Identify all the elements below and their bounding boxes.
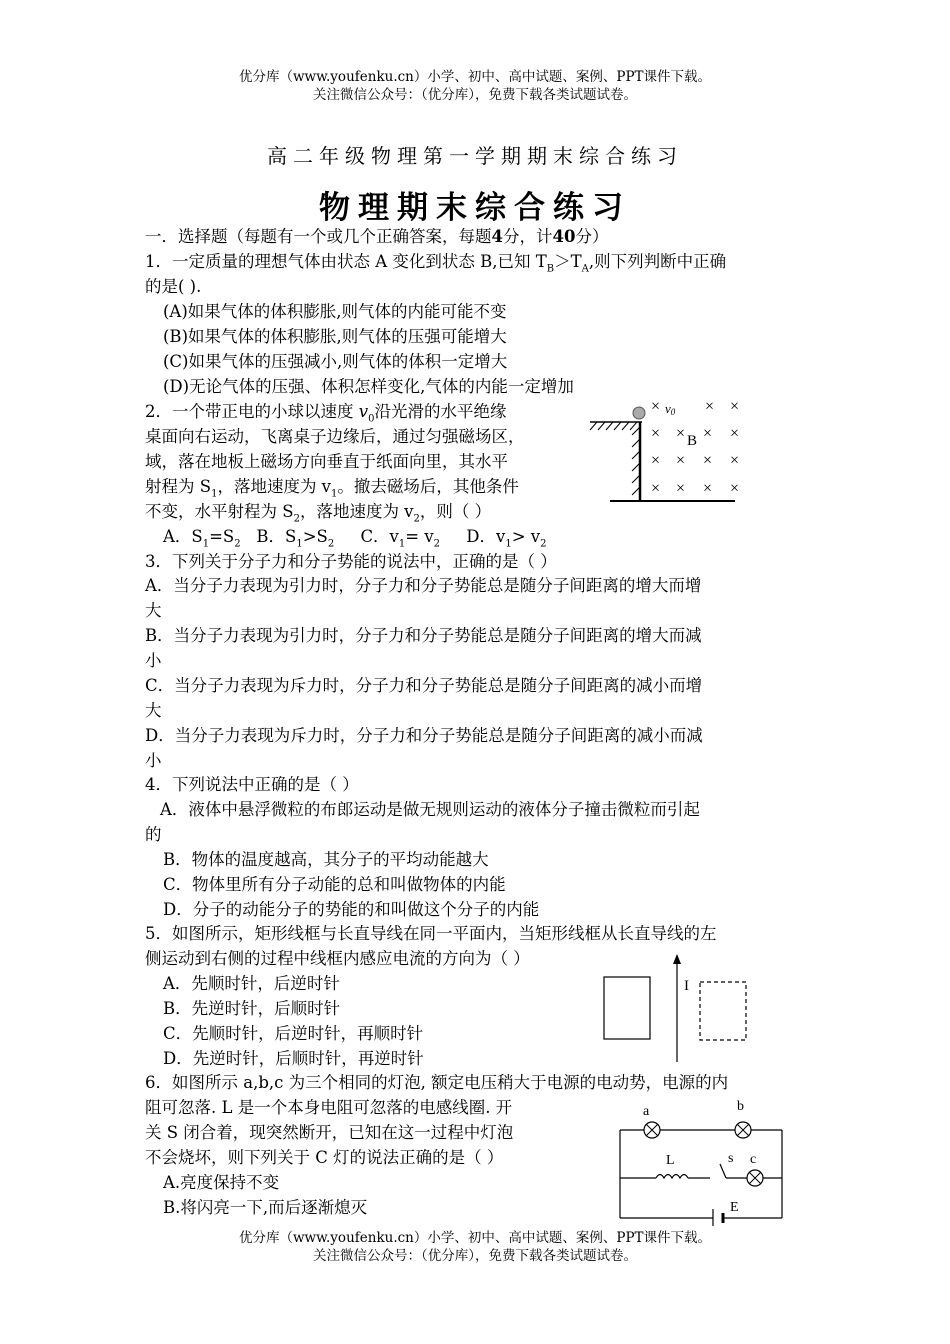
field-cross: × [730, 452, 740, 469]
q3-option-b-cont: 小 [145, 651, 162, 670]
lamp-a [644, 1122, 660, 1138]
q2-stem-line4: 射程为 $S_1$，落地速度为 $v_1$。撤去磁场后，其他条件 [145, 477, 519, 500]
label-E: E [730, 1200, 739, 1215]
q2-stem-line2: 桌面向右运动，飞离桌子边缘后，通过匀强磁场区， [145, 427, 525, 446]
current-arrow-icon [673, 954, 681, 964]
q2-magnetic-field-figure [585, 395, 755, 507]
b-field-label: B [687, 433, 698, 449]
inductor-coil [656, 1175, 688, 1179]
q4-option-a-cont: 的 [145, 825, 162, 844]
field-cross: × [705, 398, 715, 415]
q4-option-a: A．液体中悬浮微粒的布郎运动是做无规则运动的液体分子撞击微粒而引起 [160, 800, 700, 819]
lamp-c [747, 1170, 763, 1186]
q5-stem-line1: 5．如图所示，矩形线框与长直导线在同一平面内，当矩形线框从长直导线的左 [145, 924, 717, 943]
field-cross: × [676, 480, 686, 497]
q6-stem-line3: 关 S 闭合着，现突然断开，已知在这一过程中灯泡 [145, 1123, 514, 1142]
q1-option-b: (B)如果气体的体积膨胀,则气体的压强可能增大 [163, 327, 507, 346]
q6-option-a: A.亮度保持不变 [163, 1173, 280, 1192]
q1-stem-cont: 的是( ). [145, 277, 202, 296]
q5-option-d: D．先逆时针，后顺时针，再逆时针 [163, 1049, 424, 1068]
q3-option-b: B．当分子力表现为引力时，分子力和分子势能总是随分子间距离的增大而减 [145, 626, 702, 645]
current-label: I [684, 978, 689, 994]
field-cross: × [703, 425, 713, 442]
label-s: s [728, 1151, 734, 1166]
q6-stem-line2: 阻可忽落. L 是一个本身电阻可忽落的电感线圈. 开 [145, 1098, 513, 1117]
q2-stem-line1: 2．一个带正电的小球以速度 $v_0$沿光滑的水平绝缘 [145, 402, 507, 425]
q6-stem-line4: 不会烧坏，则下列关于 C 灯的说法正确的是（ ） [145, 1148, 504, 1167]
field-cross: × [651, 452, 661, 469]
site-footer-line1: 优分库（www.youfenku.cn）小学、初中、高中试题、案例、PPT课件下载。 [238, 1230, 712, 1246]
q1-option-c: (C)如果气体的压强减小,则气体的体积一定增大 [163, 352, 508, 371]
q4-stem: 4．下列说法中正确的是（ ） [145, 775, 359, 794]
field-cross: × [651, 398, 661, 415]
q3-option-d: D．当分子力表现为斥力时，分子力和分子势能总是随分子间距离的减小而减 [145, 726, 703, 745]
q5-stem-line2: 侧运动到右侧的过程中线框内感应电流的方向为（ ） [145, 949, 530, 968]
charged-ball [633, 407, 645, 419]
field-cross: × [703, 452, 713, 469]
v0-label: v0 [665, 401, 676, 417]
exam-title: 物理期末综合练习 [319, 190, 631, 226]
field-cross: × [730, 425, 740, 442]
q1-option-d: (D)无论气体的压强、体积怎样变化,气体的内能一定增加 [163, 377, 574, 396]
q6-option-b: B.将闪亮一下,而后逐渐熄灭 [163, 1198, 368, 1217]
q2-options: A．$S_1=S_2$ B．$S_1>S_2$ C．$v_1= v_2$ D．$v_1> v_2$ [163, 527, 547, 550]
field-cross: × [651, 425, 661, 442]
exam-subtitle: 高二年级物理第一学期期末综合练习 [267, 144, 683, 168]
q3-option-a: A．当分子力表现为引力时，分子力和分子势能总是随分子间距离的增大而增 [145, 576, 702, 595]
q5-option-a: A．先顺时针，后逆时针 [163, 974, 340, 993]
site-header-line2: 关注微信公众号：（优分库），免费下载各类试题试卷。 [313, 87, 637, 103]
q1-stem: 1．一定质量的理想气体由状态 A 变化到状态 B,已知 $T_B>T_A$,则下列判断中正确 [145, 252, 727, 275]
field-cross: × [730, 398, 740, 415]
battery [713, 1209, 723, 1226]
loop-right-dashed [700, 982, 746, 1040]
lamp-b [735, 1122, 751, 1138]
q3-option-d-cont: 小 [145, 751, 162, 770]
label-a: a [643, 1104, 650, 1119]
field-cross: × [703, 480, 713, 497]
section-heading: 一．选择题（每题有一个或几个正确答案，每题4分，计40分） [145, 227, 609, 246]
q3-stem: 3．下列关于分子力和分子势能的说法中，正确的是（ ） [145, 552, 557, 571]
label-b: b [737, 1099, 744, 1114]
q4-option-b: B．物体的温度越高，其分子的平均动能越大 [163, 850, 489, 869]
label-L: L [666, 1153, 675, 1168]
field-cross: × [651, 480, 661, 497]
q2-stem-line5: 不变，水平射程为 $S_2$，落地速度为 $v_2$，则（ ） [145, 502, 492, 525]
q5-option-b: B．先逆时针，后顺时针 [163, 999, 341, 1018]
label-c: c [750, 1152, 757, 1167]
q2-stem-line3: 域，落在地板上磁场方向垂直于纸面向里，其水平 [145, 452, 508, 471]
q3-option-c: C．当分子力表现为斥力时，分子力和分子势能总是随分子间距离的减小而增 [145, 676, 703, 695]
site-header-line1: 优分库（www.youfenku.cn）小学、初中、高中试题、案例、PPT课件下载。 [238, 69, 712, 85]
q5-option-c: C．先顺时针，后逆时针，再顺时针 [163, 1024, 424, 1043]
field-cross: × [676, 425, 686, 442]
q4-option-c: C．物体里所有分子动能的总和叫做物体的内能 [163, 875, 506, 894]
field-cross: × [676, 452, 686, 469]
q6-circuit-figure [610, 1096, 790, 1226]
q3-option-a-cont: 大 [145, 601, 162, 620]
q1-option-a: (A)如果气体的体积膨胀,则气体的内能可能不变 [163, 302, 507, 321]
loop-left [604, 977, 650, 1039]
q6-stem-line1: 6．如图所示 a,b,c 为三个相同的灯泡, 额定电压稍大于电源的电动势，电源的内 [145, 1073, 729, 1092]
field-cross: × [730, 480, 740, 497]
q5-wire-loop-figure [598, 950, 758, 1066]
q3-option-c-cont: 大 [145, 701, 162, 720]
site-footer-line2: 关注微信公众号：（优分库），免费下载各类试题试卷。 [313, 1248, 637, 1264]
q4-option-d: D．分子的动能分子的势能的和叫做这个分子的内能 [163, 900, 540, 919]
